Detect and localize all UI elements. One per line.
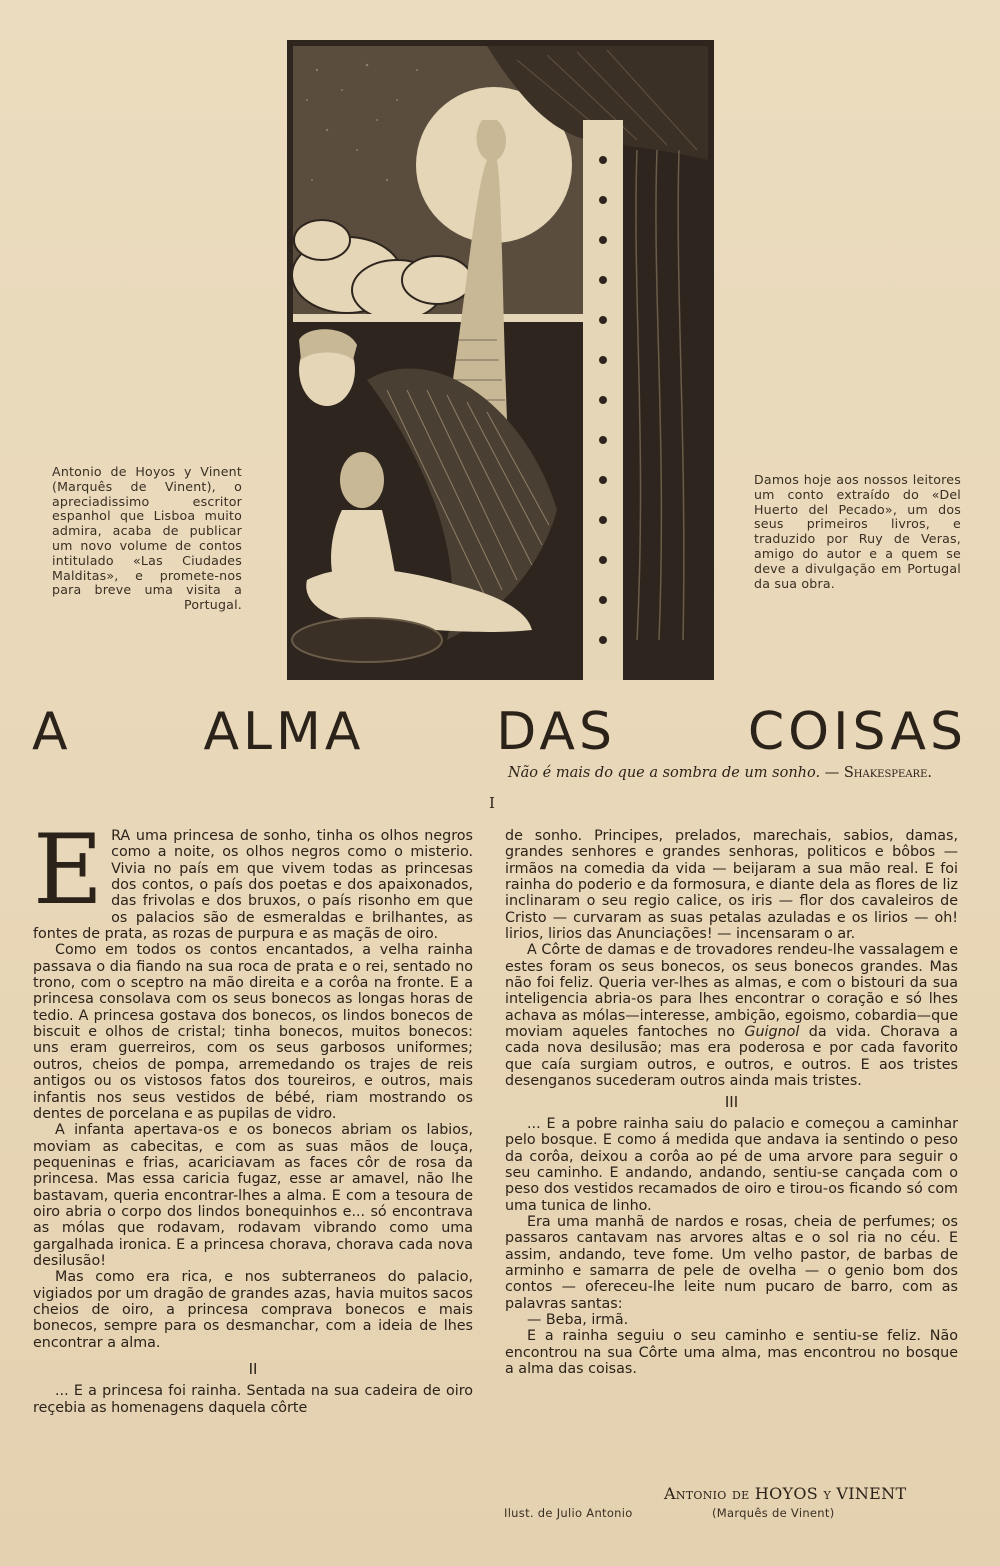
epigraph-author: Shakespeare. [843,765,932,781]
article-title: A ALMA DAS COISAS [32,702,967,762]
paragraph: A Côrte de damas e de trovadores rendeu-lhe vassalagem e estes foram os seus bonecos, os seus bonecos grandes. Mas não foi feliz. Queria ver-lhes as almas, e com o bistouri da sua inteligencia abria-os para lhes encontrar o coração e só lhes achava as mólas—interesse, ambição, egoismo, cobardia—que moviam aqueles fantoches no Guignol da vida. Chorava a cada nova desilusão; mas era poderosa e por cada favorito que caía surgiam outros, e outros, e outros. E aos tristes desenganos sucederam outros ainda mais tristes. [505,942,958,1090]
caption-right: Damos hoje aos nossos leitores um conto extraído do «Del Huerto del Pecado», um dos seus primeiros livros, e traduzido por Ruy de Veras, amigo do autor e a quem se deve a divulgação em Portugal da sua obra. [754,472,961,591]
section-heading-3: III [724,1092,739,1111]
paragraph: Era uma manhã de nardos e rosas, cheia de perfumes; os passaros cantavam nas arvores altas e o sol ria no céu. E assim, andando, teve fome. Um velho pastor, de barbas de arminho e samarra de pele de ovelha — o genio bom dos contos — ofereceu-lhe leite num pucaro de barro, com as palavras santas: [505,1213,958,1312]
text-column-left [33,814,473,1416]
paragraph: Como em todos os contos encantados, a velha rainha passava o dia fiando na sua roca de prata e o rei, sentado no trono, com o sceptro na mão direita e a corôa na fronte. E a princesa consolava com os seus bonecos as longas horas de tedio. A princesa gostava dos bonecos, os lindos bonecos de biscuit e olhos de cristal; tinha bonecos, muitos bonecos: uns eram guerreiros, com os seus garbosos uniformes; outros, cheios de pompa, arremedando os trajes de reis antigos ou os vistosos fatos dos toureiros, e outros, mais infantis nos seus vestidos de bébé, riam mostrando os dentes de porcelana e as pupilas de vidro. [33,942,473,1122]
paragraph: ERA uma princesa de sonho, tinha os olhos negros como a noite, os olhos negros como o misterio. Vivia no país em que vivem todas as princesas dos contos, o país dos poetas e dos apaixonados, das frivolas e dos bruxos, o país risonho em que os palacios são de esmeraldas e brilhantes, as fontes de prata, as rozas de purpura e as maçãs de oiro. [33,814,473,943]
paragraph: — Beba, irmã. [527,1311,629,1328]
section-heading-1: I [489,794,495,812]
epigraph-dash: — [820,765,844,781]
epigraph-quote: Não é mais do que a sombra de um sonho. [507,765,821,781]
paragraph: E a rainha seguiu o seu caminho e sentiu-se feliz. Não encontrou na sua Côrte uma alma, mas encontrou no bosque a alma das coisas. [505,1328,958,1377]
paragraph: ... E a princesa foi rainha. Sentada na sua cadeira de oiro reçebia as homenagens daquela côrte [33,1383,473,1416]
paragraph: Mas como era rica, e nos subterraneos do palacio, vigiados por um dragão de grandes azas, havia muitos sacos cheios de oiro, a princesa comprava bonecos e mais bonecos, sempre para os desmanchar, com a ideia de lhes encontrar a alma. [33,1269,473,1351]
author-title: (Marquês de Vinent) [712,1506,835,1520]
princess-angel-illustration [287,40,714,680]
epigraph [420,762,932,784]
caption-left: Antonio de Hoyos y Vinent (Marquês de Vinent), o apreciadissimo escritor espanhol que Lisboa muito admira, acaba de publicar um novo volume de contos intitulado «Las Ciudades Malditas», e promete-nos para breve uma visita a Portugal. [52,464,242,613]
italic-word: Guignol [744,1024,800,1041]
author-signature: Antonio de HOYOS y VINENT [664,1484,907,1503]
section-heading-2: II [248,1360,258,1378]
paragraph: ... E a pobre rainha saiu do palacio e começou a caminhar pelo bosque. E como á medida que andava ia sentindo o peso da corôa, deixou a corôa ao pé de uma arvore para seguir o seu caminho. E andando, andando, sentiu-se cançada com o peso dos vestidos recamados de oiro e tirou-os ficando só com uma tunica de linho. [505,1115,958,1214]
drop-cap: E [33,814,104,926]
illustration-credit: Ilust. de Julio Antonio [504,1506,633,1520]
text-column-right [505,828,958,1377]
paragraph: de sonho. Principes, prelados, marechais, sabios, damas, grandes senhores e grandes senhoras, politicos e bôbos — irmãos na comedia da vida — beijaram a sua mão real. E foi rainha do poderio e da formosura, e diante dela as flores de liz inclinaram o seu regio calice, os iris — flor dos cavaleiros de Cristo — curvaram as suas petalas azuladas e os lirios — oh! lirios, lirios das Anunciações! — incensaram o ar. [505,828,958,943]
illustration [287,40,714,680]
paragraph: A infanta apertava-os e os bonecos abriam os labios, moviam as cabecitas, e com as suas mãos de louça, pequeninas e frias, acariciavam as faces côr de rosa da princesa. Mas essa caricia fugaz, esse ar amavel, não lhe bastavam, queria encontrar-lhes a alma. E com a tesoura de oiro abria o corpo dos lindos bonequinhos e... só encontrava as mólas que rodavam, rodavam vibrando como uma gargalhada ironica. E a princesa chorava, chorava cada nova desilusão! [33,1122,473,1269]
